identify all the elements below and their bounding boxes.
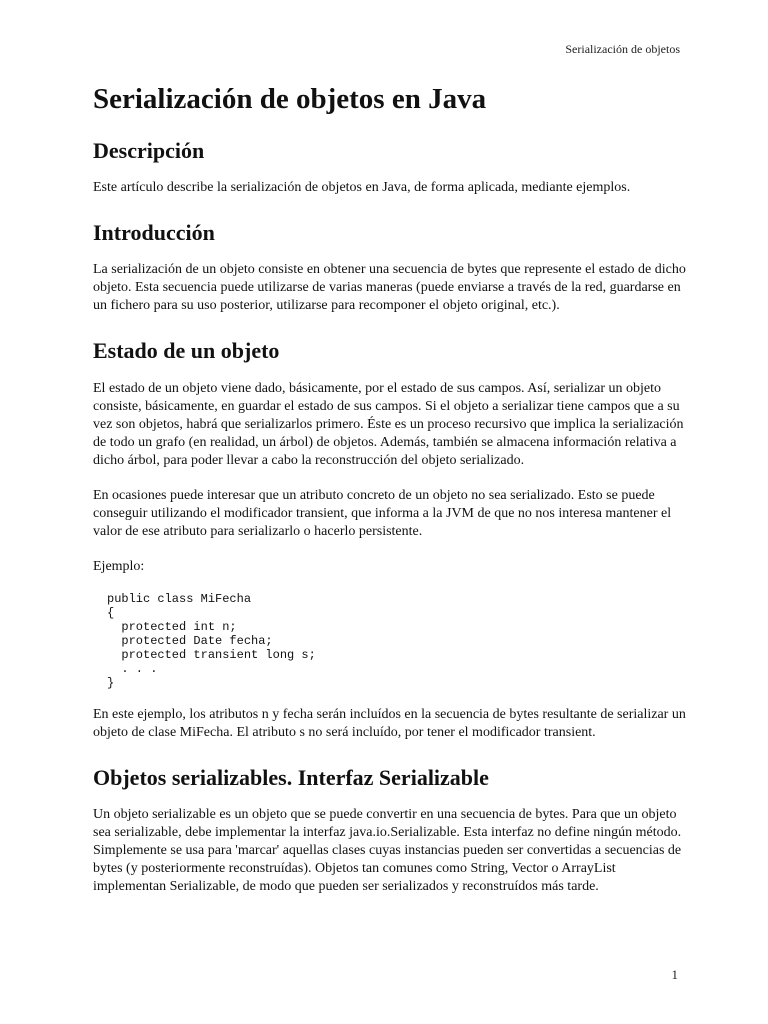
document-title: Serialización de objetos en Java	[93, 83, 487, 115]
section-estado-paragraph-after-code: En este ejemplo, los atributos n y fecha serán incluídos en la secuencia de bytes resultante de serializar un objeto de clase MiFecha. El atributo s no será incluído, por tener el modificador transient.	[93, 706, 686, 740]
page-number: 1	[671, 967, 678, 982]
document-content	[93, 84, 688, 896]
running-header: Serialización de objetos	[565, 42, 680, 56]
section-estado-paragraph-1: El estado de un objeto viene dado, básicamente, por el estado de sus campos. Así, serializar un objeto consiste, básicamente, en guardar el estado de sus campos. Si el objeto a serializar tiene campos que a su vez son objetos, habrá que serializarlos primero. Éste es un proceso recursivo que implica la serialización de todo un grafo (en realidad, un árbol) de objetos. Además, también se almacena información relativa a dicho árbol, para poder llevar a cabo la reconstrucción del objeto serializado.	[93, 380, 684, 468]
section-heading-estado-objeto: Estado de un objeto	[93, 338, 280, 364]
section-heading-descripcion: Descripción	[93, 137, 205, 163]
code-block	[93, 592, 688, 690]
section-estado-paragraph-2: En ocasiones puede interesar que un atributo concreto de un objeto no sea serializado. Esto se puede conseguir utilizando el modificador transient, que informa a la JVM de que no nos interesa mantener el valor de ese atributo para serializarlo o hacerlo persistente.	[93, 487, 672, 539]
section-heading-introduccion: Introducción	[93, 220, 215, 246]
section-introduccion-paragraph: La serialización de un objeto consiste en obtener una secuencia de bytes que represente el estado de dicho objeto. Esta secuencia puede utilizarse de varias maneras (puede enviarse a través de la red, guardarse en un fichero para su uso posterior, utilizarse para recomponer el objeto original, etc.).	[93, 262, 686, 314]
code-listing: public class MiFecha { protected int n; protected Date fecha; protected transient long s; . . . }	[107, 591, 316, 690]
example-label: Ejemplo:	[93, 558, 145, 574]
section-descripcion-paragraph: Este artículo describe la serialización de objetos en Java, de forma aplicada, mediante ejemplos.	[93, 180, 631, 196]
section-heading-serializable: Objetos serializables. Interfaz Serializable	[93, 764, 489, 790]
section-serializable-paragraph: Un objeto serializable es un objeto que se puede convertir en una secuencia de bytes. Para que un objeto sea serializable, debe implementar la interfaz java.io.Serializable. Esta interfaz no define ningún método. Simplemente se usa para 'marcar' aquellas clases cuyas instancias pueden ser convertidas a secuencias de bytes (y posteriormente reconstruídas). Objetos tan comunes como String, Vector o ArrayList implementan Serializable, de modo que pueden ser serializados y reconstruídos más tarde.	[93, 807, 682, 895]
